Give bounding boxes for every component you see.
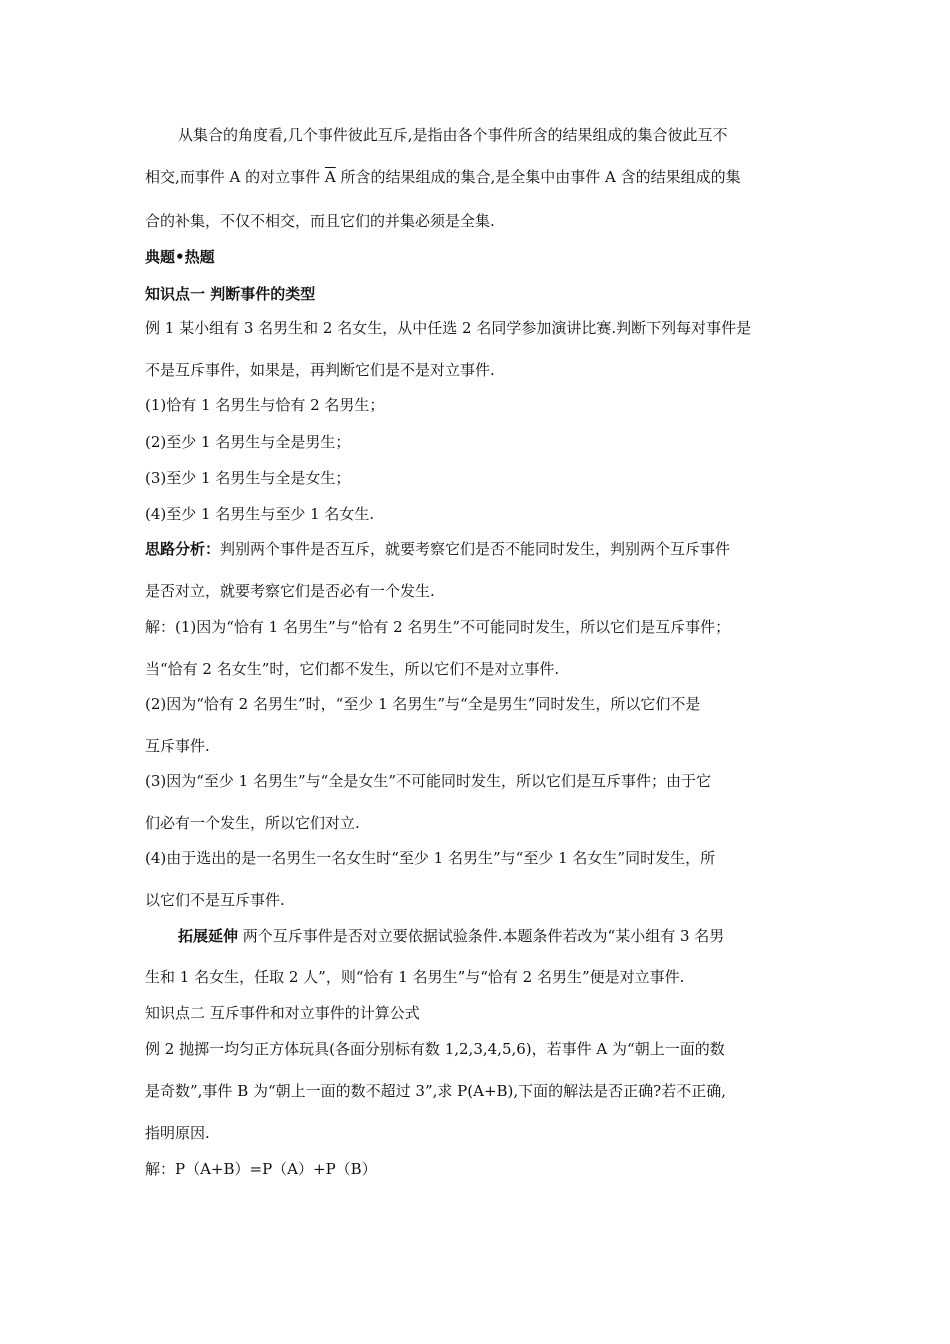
complement-a-symbol: $\overline{A}$ (324, 168, 336, 186)
example-2-line-1: 例 2 抛掷一均匀正方体玩具(各面分别标有数 1,2,3,4,5,6)，若事件 A 为“朝上一面的数 (145, 1040, 725, 1058)
solution-line: 解：(1)因为“恰有 1 名男生”与“恰有 2 名男生”不可能同时发生，所以它们是互斥事件； (145, 618, 731, 636)
solution-line: (2)因为“恰有 2 名男生”时，“至少 1 名男生”与“全是男生”同时发生，所以它们不是 (145, 695, 701, 713)
extension-label: 拓展延伸 (178, 927, 239, 945)
example-1-item: (3)至少 1 名男生与全是女生； (145, 469, 351, 487)
analysis-line-1 (145, 539, 730, 559)
analysis-label: 思路分析： (145, 540, 221, 558)
example-2-line-2: 是奇数”,事件 B 为“朝上一面的数不超过 3”,求 P(A+B),下面的解法是否正确?若不正确, (145, 1082, 726, 1100)
example-1-item: (1)恰有 1 名男生与恰有 2 名男生； (145, 396, 385, 414)
analysis-line-2: 是否对立，就要考察它们是否必有一个发生. (145, 582, 435, 600)
intro-line-3: 合的补集，不仅不相交，而且它们的并集必须是全集. (145, 212, 495, 230)
extension-line-1 (178, 926, 724, 946)
example-1-line-1: 例 1 某小组有 3 名男生和 2 名女生，从中任选 2 名同学参加演讲比赛.判断下列每对事件是 (145, 319, 752, 337)
kp2-heading: 知识点二 互斥事件和对立事件的计算公式 (145, 1004, 420, 1022)
section-heading: 典题•热题 (145, 248, 215, 266)
example-1-line-2: 不是互斥事件，如果是，再判断它们是不是对立事件. (145, 361, 495, 379)
kp1-heading: 知识点一 判断事件的类型 (145, 285, 316, 303)
solution-line: 当“恰有 2 名女生”时，它们都不发生，所以它们不是对立事件. (145, 660, 560, 678)
intro-line-2 (145, 167, 741, 187)
example-1-item: (2)至少 1 名男生与全是男生； (145, 433, 351, 451)
analysis-text: 判别两个事件是否互斥，就要考察它们是否不能同时发生，判别两个互斥事件 (220, 540, 731, 558)
intro-line-2-start: 相交,而事件 A 的对立事件 (145, 168, 325, 186)
extension-text: 两个互斥事件是否对立要依据试验条件.本题条件若改为“某小组有 3 名男 (238, 927, 725, 945)
intro-line-2-end: 所含的结果组成的集合,是全集中由事件 A 含的结果组成的集 (335, 168, 741, 186)
solution-line: 互斥事件. (145, 737, 210, 755)
solution-line: 们必有一个发生，所以它们对立. (145, 814, 360, 832)
intro-line-1: 从集合的角度看,几个事件彼此互斥,是指由各个事件所含的结果组成的集合彼此互不 (178, 126, 728, 144)
solution-line: 以它们不是互斥事件. (145, 891, 285, 909)
example-2-solution: 解：P（A+B）=P（A）+P（B） (145, 1160, 377, 1178)
example-1-item: (4)至少 1 名男生与至少 1 名女生. (145, 505, 375, 523)
solution-line: (4)由于选出的是一名男生一名女生时“至少 1 名男生”与“至少 1 名女生”同时发生，所 (145, 849, 716, 867)
example-2-line-3: 指明原因. (145, 1124, 210, 1142)
extension-line-2: 生和 1 名女生，任取 2 人”，则“恰有 1 名男生”与“恰有 2 名男生”便是对立事件. (145, 968, 685, 986)
solution-line: (3)因为“至少 1 名男生”与“全是女生”不可能同时发生，所以它们是互斥事件；由于它 (145, 772, 712, 790)
